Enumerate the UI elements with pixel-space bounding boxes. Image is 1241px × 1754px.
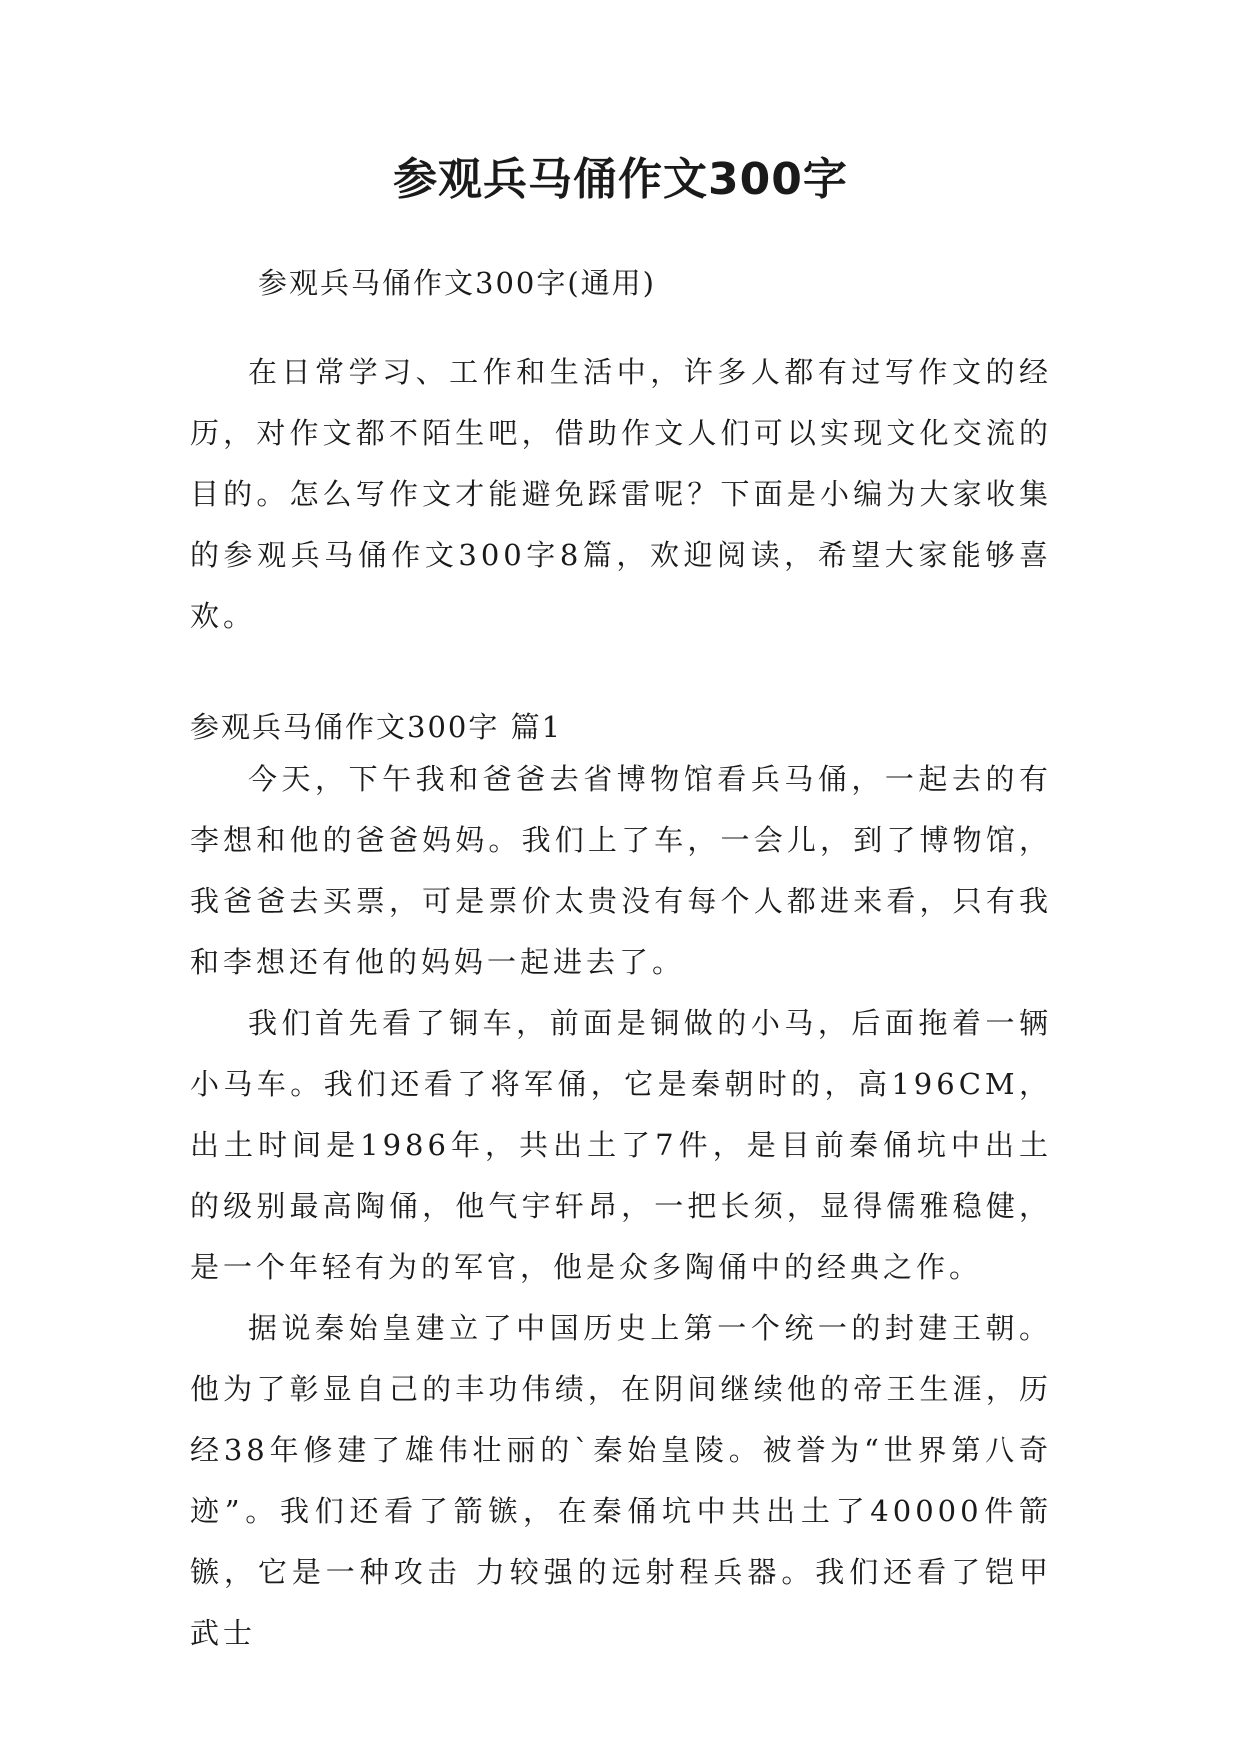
article-body [190, 749, 1052, 1664]
article-paragraph-3: 据说秦始皇建立了中国历史上第一个统一的封建王朝。他为了彰显自己的丰功伟绩，在阴间继续他的帝王生涯，历经38年修建了雄伟壮丽的`秦始皇陵。被誉为“世界第八奇迹”。我们还看了箭镞，在秦俑坑中共出土了40000件箭镞，它是一种攻击 力较强的远射程兵器。我们还看了铠甲武士 [190, 1311, 1052, 1650]
intro-paragraph: 在日常学习、工作和生活中，许多人都有过写作文的经历，对作文都不陌生吧，借助作文人们可以实现文化交流的目的。怎么写作文才能避免踩雷呢？下面是小编为大家收集的参观兵马俑作文300字8篇，欢迎阅读，希望大家能够喜欢。 [190, 355, 1052, 633]
article-paragraph-2: 我们首先看了铜车，前面是铜做的小马，后面拖着一辆小马车。我们还看了将军俑，它是秦朝时的，高196CM，出土时间是1986年，共出土了7件，是目前秦俑坑中出土的级别最高陶俑，他气宇轩昂，一把长须，显得儒雅稳健，是一个年轻有为的军官，他是众多陶俑中的经典之作。 [190, 1006, 1052, 1284]
section-heading: 参观兵马俑作文300字 篇1 [190, 710, 563, 744]
document-title: 参观兵马俑作文300字 [393, 154, 848, 205]
document-subtitle: 参观兵马俑作文300字(通用) [258, 266, 656, 300]
intro-block [190, 342, 1052, 647]
article-paragraph-1: 今天，下午我和爸爸去省博物馆看兵马俑，一起去的有李想和他的爸爸妈妈。我们上了车，一会儿，到了博物馆，我爸爸去买票，可是票价太贵没有每个人都进来看，只有我和李想还有他的妈妈一起进去了。 [190, 762, 1052, 979]
